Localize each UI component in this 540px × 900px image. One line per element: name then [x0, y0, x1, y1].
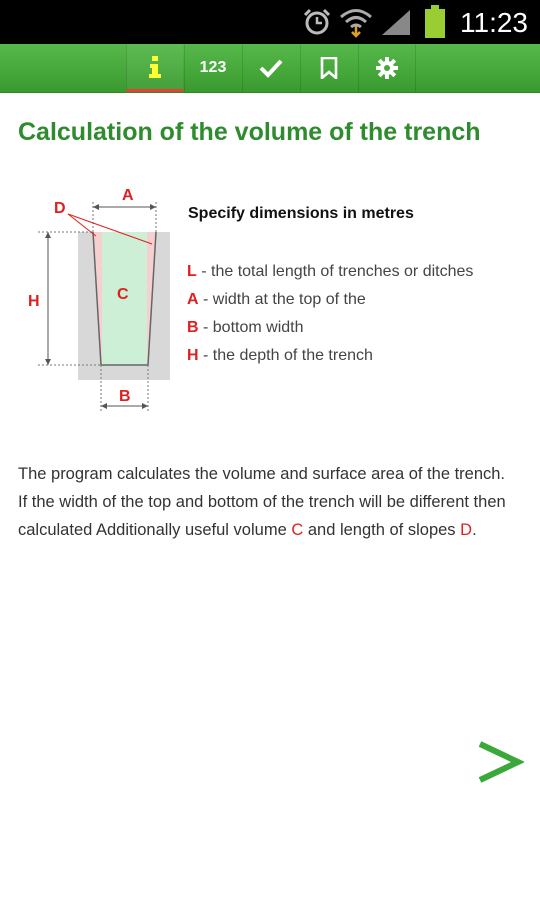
tab-numbers-label: 123 — [199, 59, 227, 76]
trench-diagram — [18, 180, 183, 420]
description-line2-end: . — [472, 521, 477, 539]
legend-key-l: L — [187, 263, 197, 280]
legend-key-a: A — [187, 291, 199, 308]
status-bar — [0, 0, 540, 44]
legend-item-a — [187, 286, 473, 314]
legend-text-h: - the depth of the trench — [198, 347, 373, 364]
tab-check[interactable] — [242, 44, 299, 92]
description-line2-start: If the width of the top and bottom of the trench will be different then calculated Additionally useful volume — [18, 493, 506, 539]
chevron-right-icon — [476, 740, 524, 784]
label-a: A — [122, 187, 134, 204]
description-line2-mid: and length of slopes — [303, 521, 461, 539]
dimensions-heading: Specify dimensions in metres — [188, 205, 414, 222]
alarm-icon — [302, 8, 332, 36]
clock-time: 11:23 — [460, 7, 528, 38]
legend-key-h: H — [187, 347, 199, 364]
signal-icon — [380, 8, 412, 36]
tab-info[interactable] — [126, 44, 183, 92]
legend-text-l: - the total length of trenches or ditches — [196, 263, 474, 280]
label-h: H — [28, 293, 40, 310]
description-line1: The program calculates the volume and surface area of the trench. — [18, 465, 506, 483]
dimension-legend — [187, 258, 473, 370]
legend-text-a: - width at the top of the — [198, 291, 366, 308]
wifi-icon — [338, 6, 374, 38]
legend-item-h — [187, 342, 473, 370]
next-button[interactable] — [470, 730, 530, 794]
label-b: B — [119, 388, 131, 405]
legend-item-b — [187, 314, 473, 342]
legend-text-b: - bottom width — [198, 319, 304, 336]
description-key-c: C — [291, 521, 304, 539]
tab-bookmark[interactable] — [300, 44, 357, 92]
check-icon — [259, 58, 283, 78]
page-title: Calculation of the volume of the trench — [18, 118, 481, 146]
label-d: D — [54, 200, 66, 217]
battery-icon — [424, 5, 446, 39]
gear-icon — [375, 56, 399, 80]
info-icon — [148, 56, 162, 78]
label-c: C — [117, 286, 129, 303]
tab-settings[interactable] — [358, 44, 416, 92]
toolbar — [0, 44, 540, 93]
legend-key-b: B — [187, 319, 199, 336]
description-text — [18, 460, 528, 544]
legend-item-l — [187, 258, 473, 286]
bookmark-icon — [320, 57, 338, 79]
tab-numbers[interactable] — [184, 44, 241, 92]
description-key-d: D — [460, 521, 473, 539]
